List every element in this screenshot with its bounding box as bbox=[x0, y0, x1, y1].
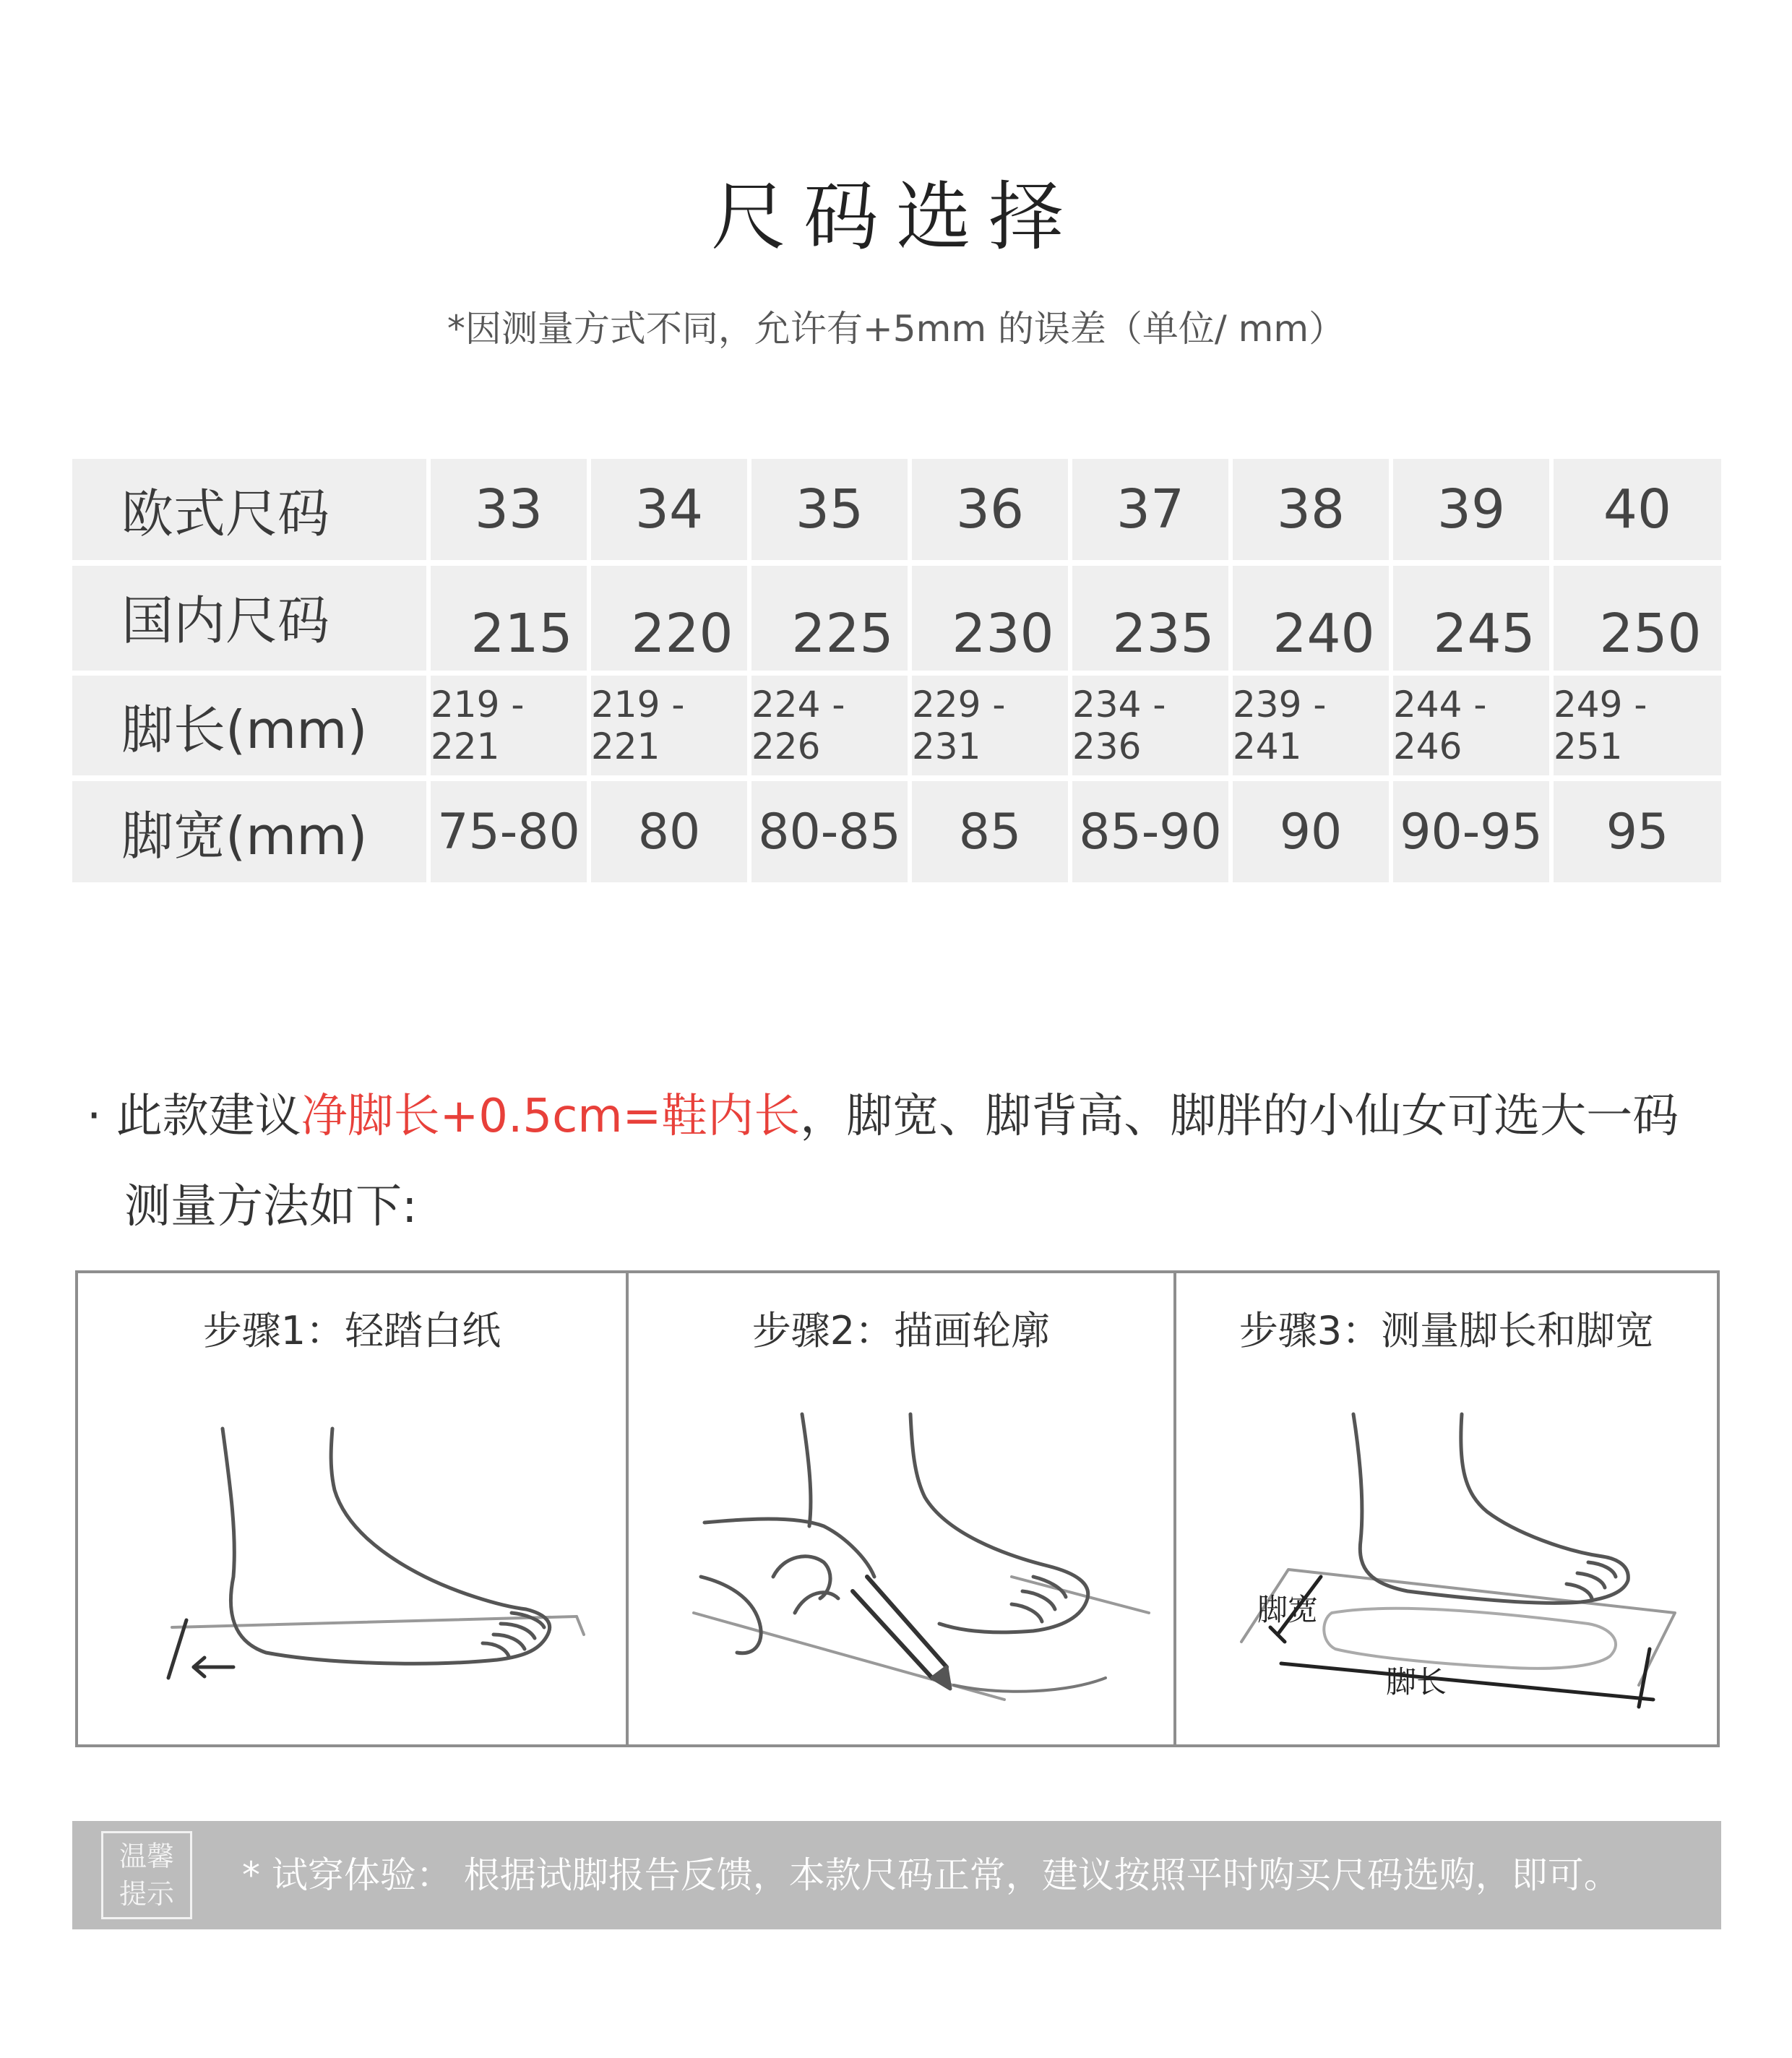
advice-prefix: · 此款建议 bbox=[87, 1090, 301, 1143]
table-row-foot-length bbox=[72, 676, 1721, 775]
table-cell: 234 - 236 bbox=[1072, 676, 1228, 775]
table-cell: 224 - 226 bbox=[751, 676, 908, 775]
step-title: 步骤3：测量脚长和脚宽 bbox=[1239, 1308, 1655, 1353]
tip-bar bbox=[72, 1821, 1721, 1929]
row-label: 脚长(mm) bbox=[72, 676, 426, 775]
table-cell: 38 bbox=[1233, 459, 1389, 560]
table-cell: 33 bbox=[431, 459, 587, 560]
table-cell: 244 - 246 bbox=[1393, 676, 1549, 775]
table-cell: 80-85 bbox=[751, 781, 908, 882]
measurement-steps bbox=[75, 1270, 1720, 1747]
table-row-cn-size bbox=[72, 566, 1721, 671]
step-title: 步骤1：轻踏白纸 bbox=[202, 1308, 501, 1353]
step-title: 步骤2：描画轮廓 bbox=[751, 1308, 1051, 1353]
table-cell: 219 - 221 bbox=[591, 676, 747, 775]
table-cell: 215 bbox=[431, 566, 587, 671]
table-cell: 34 bbox=[591, 459, 747, 560]
foot-width-label: 脚宽 bbox=[1257, 1592, 1319, 1627]
measure-method-heading: 测量方法如下: bbox=[124, 1180, 418, 1233]
table-cell: 75-80 bbox=[431, 781, 587, 882]
fit-advice bbox=[87, 1088, 1679, 1145]
table-cell: 240 bbox=[1233, 566, 1389, 671]
table-cell: 90 bbox=[1233, 781, 1389, 882]
table-cell: 85 bbox=[912, 781, 1068, 882]
table-cell: 220 bbox=[591, 566, 747, 671]
tip-badge bbox=[101, 1831, 192, 1919]
table-cell: 219 - 221 bbox=[431, 676, 587, 775]
advice-suffix: ，脚宽、脚背高、脚胖的小仙女可选大一码 bbox=[800, 1090, 1679, 1143]
row-label: 欧式尺码 bbox=[72, 459, 426, 560]
tip-badge-line2: 提示 bbox=[119, 1878, 174, 1910]
trace-outline-illustration bbox=[629, 1273, 1173, 1744]
tip-badge-line1: 温馨 bbox=[119, 1840, 174, 1872]
step-3-panel bbox=[1176, 1273, 1717, 1744]
table-cell: 90-95 bbox=[1393, 781, 1549, 882]
table-cell: 85-90 bbox=[1072, 781, 1228, 882]
measurement-note: *因测量方式不同，允许有+5mm 的误差（单位/ mm） bbox=[447, 308, 1345, 350]
foot-length-label: 脚长 bbox=[1386, 1664, 1447, 1700]
table-cell: 40 bbox=[1554, 459, 1721, 560]
measure-foot-illustration bbox=[1176, 1273, 1717, 1744]
table-cell: 95 bbox=[1554, 781, 1721, 882]
table-cell: 235 bbox=[1072, 566, 1228, 671]
tip-text: * 试穿体验： 根据试脚报告反馈，本款尺码正常，建议按照平时购买尺码选购，即可。 bbox=[242, 1854, 1620, 1896]
table-cell: 225 bbox=[751, 566, 908, 671]
table-row-foot-width bbox=[72, 781, 1721, 882]
table-cell: 229 - 231 bbox=[912, 676, 1068, 775]
table-cell: 37 bbox=[1072, 459, 1228, 560]
table-cell: 39 bbox=[1393, 459, 1549, 560]
table-cell: 35 bbox=[751, 459, 908, 560]
advice-highlight: 净脚长+0.5cm=鞋内长 bbox=[301, 1090, 801, 1143]
table-cell: 36 bbox=[912, 459, 1068, 560]
table-cell: 250 bbox=[1554, 566, 1721, 671]
table-cell: 239 - 241 bbox=[1233, 676, 1389, 775]
row-label: 脚宽(mm) bbox=[72, 781, 426, 882]
table-cell: 80 bbox=[591, 781, 747, 882]
row-label: 国内尺码 bbox=[72, 566, 426, 671]
foot-on-paper-illustration bbox=[78, 1273, 626, 1744]
table-cell: 230 bbox=[912, 566, 1068, 671]
table-cell: 245 bbox=[1393, 566, 1549, 671]
step-1-panel bbox=[78, 1273, 629, 1744]
table-cell: 249 - 251 bbox=[1554, 676, 1721, 775]
page-title: 尺码选择 bbox=[710, 173, 1081, 261]
table-row-eu-size bbox=[72, 459, 1721, 560]
step-2-panel bbox=[629, 1273, 1176, 1744]
